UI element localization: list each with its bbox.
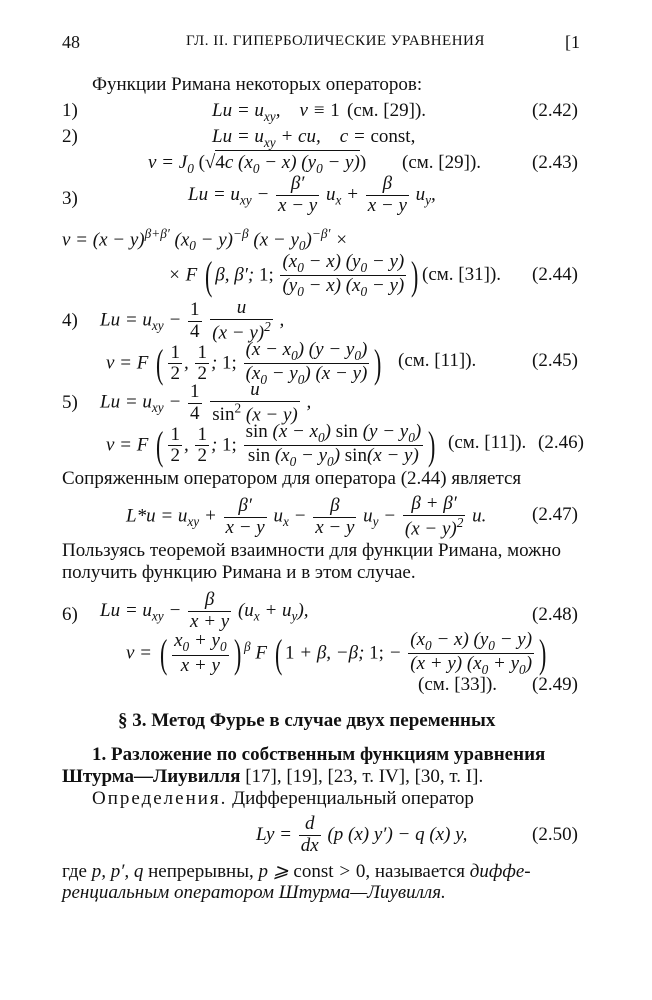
reciprocity-line-1: Пользуясь теоремой взаимности для функции Римана, можно: [62, 540, 561, 561]
eqno-2-48: (2.48): [532, 604, 578, 625]
subsection-title: 1. Разложение по собственным функциям уравнения: [92, 744, 546, 765]
eqno-2-50: (2.50): [532, 824, 578, 845]
intro-text: Функции Римана некоторых операторов:: [92, 74, 423, 95]
eqno-2-46: (2.46): [538, 432, 584, 453]
eqno-2-44: (2.44): [532, 264, 578, 285]
reciprocity-line-2: получить функцию Римана и в этом случае.: [62, 562, 416, 583]
ref-2-44: (см. [31]).: [422, 264, 502, 285]
equation-5-operator: $Lu = u_{xy}$ − $\frac{1}{4}$ $\frac{u}{\sin^2 (x - y)}$ ,: [100, 379, 312, 426]
eqno-2-45: (2.45): [532, 350, 578, 371]
definition-label: Определения.: [92, 788, 228, 809]
ref-2-42: (см. [29]).: [347, 100, 427, 121]
equation-6-operator: $Lu = u_{xy}$ − $\frac{\beta}{x + y}$ $(u_x + u_y)$,: [100, 589, 309, 632]
adjoint-text: Сопряженным оператором для оператора (2.44) является: [62, 468, 522, 489]
page-number: 48: [62, 32, 80, 52]
equation-2-49: v = ( $\frac{x_0 + y_0}{x + y}$ ) $^\beta$ F ( 1 + β, −β; 1; − $\frac{(x_0 - x) (y_0 - y)}{(x + y) (x_0 + y_0)}$ ): [126, 629, 547, 678]
equation-2-46: v = F ( $\frac{1}{2}$ , $\frac{1}{2}$ ; 1; $\frac{\sin (x - x_0) \sin (y - y_0)}{\sin (x_0 - y_0) \sin(x - y)}$ ): [106, 421, 436, 470]
subsection-title-name: Штурма—Лиувилля: [62, 766, 241, 787]
equation-2-42: $Lu = u_{xy}$, v ≡ 1: [212, 100, 340, 124]
eqno-2-42: (2.42): [532, 100, 578, 121]
final-math-inequality: p ⩾ const > 0: [258, 861, 366, 882]
subsection-title-line-2: [62, 766, 483, 788]
final-line-1: [62, 860, 531, 883]
final-math-pq: p, p′, q: [91, 861, 144, 882]
item-6: 6): [62, 604, 78, 625]
definition-text: Дифференциальный оператор: [227, 788, 474, 809]
eqno-2-47: (2.47): [532, 504, 578, 525]
final-line-2: ренциальным оператором Штурма—Лиувилля.: [62, 882, 446, 903]
final-text-b: непрерывны,: [143, 861, 259, 882]
equation-3-operator: $Lu = u_{xy}$ − $\frac{\beta'}{x - y}$ $u_x$ + $\frac{\beta}{x - y}$ $u_y$,: [188, 173, 436, 216]
eqno-2-49: (2.49): [532, 674, 578, 695]
equation-2-50: Ly = $\frac{d}{dx}$ (p (x) y′) − q (x) y,: [256, 813, 468, 856]
equation-2-44: × F ( β, β′; 1; $\frac{(x_0 - x) (y_0 - y)}{(y_0 - x) (x_0 - y)}$ ): [168, 251, 419, 300]
ref-2-49: (см. [33]).: [418, 674, 498, 695]
item-3: 3): [62, 188, 78, 209]
running-title: ГЛ. II. ГИПЕРБОЛИЧЕСКИЕ УРАВНЕНИЯ: [186, 33, 485, 49]
eqno-2-43: (2.43): [532, 152, 578, 173]
equation-4-operator: $Lu = u_{xy}$ − $\frac{1}{4}$ $\frac{u}{(x - y)^2}$ ,: [100, 297, 285, 344]
final-text-c: , называется: [365, 861, 470, 882]
final-text-d: диффе-: [469, 861, 531, 882]
item-5: 5): [62, 392, 78, 413]
ref-2-45: (см. [11]).: [398, 350, 477, 371]
ref-2-46: (см. [11]).: [448, 432, 527, 453]
equation-2-47: $L*u = u_{xy}$ + $\frac{\beta'}{x - y}$ $u_x$ − $\frac{\beta}{x - y}$ $u_y$ − $\frac{\beta + \beta'}{(x - y)^2}$ u.: [126, 493, 487, 540]
equation-2-45: v = F ( $\frac{1}{2}$ , $\frac{1}{2}$ ; 1; $\frac{(x - x_0) (y - y_0)}{(x_0 - y_0) (x - y)}$ ): [106, 339, 382, 388]
subsection-refs: [17], [19], [23, т. IV], [30, т. I].: [240, 766, 484, 787]
final-text-a: где: [62, 861, 92, 882]
definition-line: [92, 788, 474, 810]
equation-2-43: $v = J_0$ (√4c $(x_0 - x) (y_0 - y)$): [148, 152, 367, 176]
equation-2-43-operator: $Lu = u_{xy}$ + cu, c = const,: [212, 126, 416, 150]
section-mark: [1: [565, 32, 580, 52]
ref-2-43: (см. [29]).: [402, 152, 482, 173]
item-2: 2): [62, 126, 78, 147]
item-4: 4): [62, 310, 78, 331]
equation-3-riemann-line1: $v = (x - y)^{\beta+\beta'}$ $(x_0 - y)^{-\beta}$ $(x - y_0)^{-\beta'}$ ×: [62, 226, 348, 254]
item-1: 1): [62, 100, 78, 121]
section-title: § 3. Метод Фурье в случае двух переменных: [118, 710, 496, 731]
